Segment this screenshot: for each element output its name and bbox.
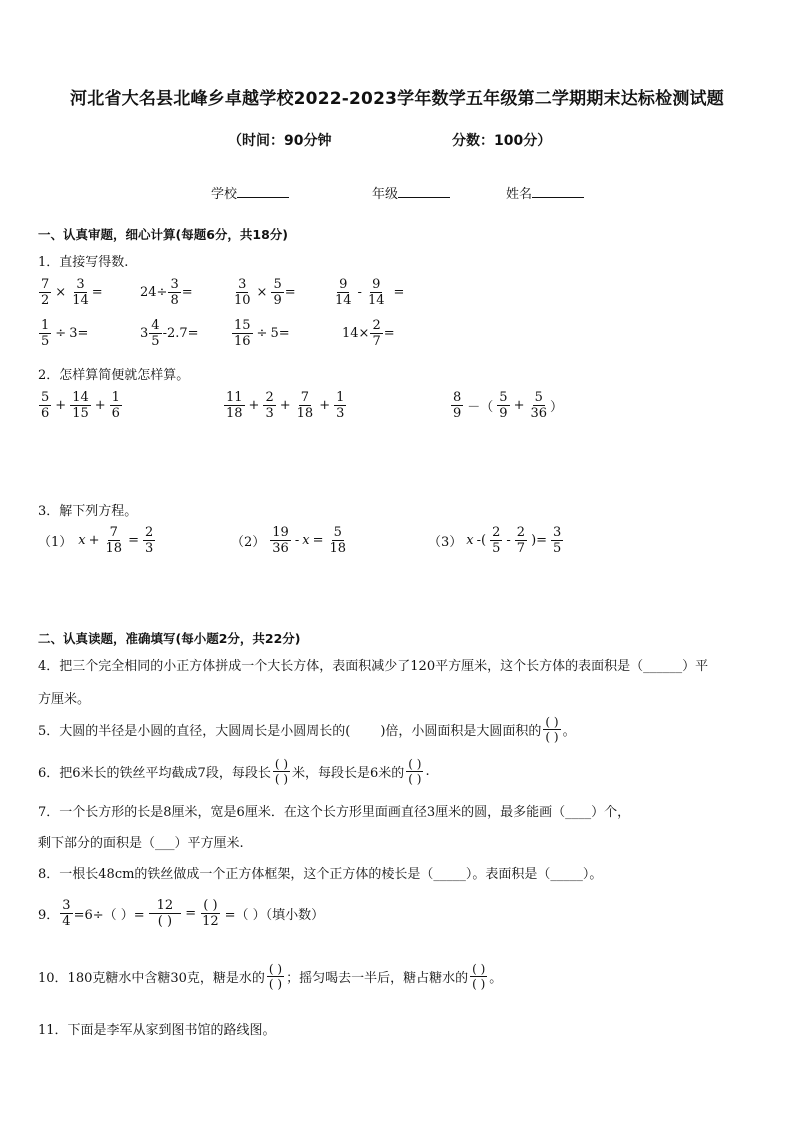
- q5-answer-fraction[interactable]: $\frac{( )}{( )}$: [545, 715, 559, 744]
- question-5: 5．大圆的半径是小圆的直径，大圆周长是小圆周长的( )倍，小圆面积是大圆面积的 $\frac{( )}{( )}$ 。: [38, 715, 576, 744]
- q1-item-3: $\frac{3}{10}$ × $\frac{5}{9}$ =: [234, 277, 296, 308]
- question-7: 7．一个长方形的长是8厘米，宽是6厘米．在这个长方形里面画直径3厘米的圆，最多能画（____）个，: [38, 805, 631, 820]
- q2-item-2: $\frac{11}{18}$ + $\frac{2}{3}$ + $\frac{7}{18}$ + $\frac{1}{3}$: [226, 390, 345, 421]
- q3-equation-3: （3） x -( $\frac{2}{5}$ - $\frac{2}{7}$ )= $\frac{3}{5}$: [428, 525, 562, 556]
- q10-answer-fraction-1[interactable]: $\frac{( )}{( )}$: [268, 962, 283, 991]
- name-blank[interactable]: [532, 185, 584, 198]
- question-4: 4．把三个完全相同的小正方体拼成一个大长方体，表面积减少了120平方厘米，这个长方体的表面积是（______）平: [38, 659, 709, 674]
- grade-field[interactable]: 年级: [372, 183, 450, 202]
- q1-item-5: $\frac{1}{5}$ ÷ 3=: [41, 318, 89, 349]
- q1-item-7: $\frac{15}{16}$ ÷ 5=: [234, 318, 290, 349]
- exam-score: 分数：100分）: [452, 133, 552, 149]
- page-title: 河北省大名县北峰乡卓越学校2022-2023学年数学五年级第二学期期末达标检测试题: [70, 89, 724, 109]
- question-9: 9． $\frac{3}{4}$ =6÷（ ）= $\frac{12}{( )}$ = $\frac{( )}{12}$ =（ ）（填小数）: [38, 898, 325, 929]
- grade-blank[interactable]: [398, 185, 450, 198]
- q2-item-3: $\frac{8}{9}$ －（ $\frac{5}{9}$ + $\frac{5}{36}$ ）: [453, 390, 564, 421]
- q6-answer-fraction-1[interactable]: $\frac{( )}{( )}$: [274, 757, 289, 786]
- q3-equation-1: （1） x + $\frac{7}{18}$ = $\frac{2}{3}$: [38, 525, 154, 556]
- section-2-heading: 二、认真读题，准确填写(每小题2分，共22分): [38, 631, 301, 646]
- question-6: 6．把6米长的铁丝平均截成7段，每段长 $\frac{( )}{( )}$ 米，每段长是6米的 $\frac{( )}{( )}$ .: [38, 757, 430, 786]
- q3-equation-2: （2） $\frac{19}{36}$ - x = $\frac{5}{18}$: [231, 525, 347, 556]
- q10-answer-fraction-2[interactable]: $\frac{( )}{( )}$: [472, 962, 486, 991]
- q2-item-1: $\frac{5}{6}$ + $\frac{14}{15}$ + $\frac{1}{6}$: [41, 390, 120, 421]
- question-10: 10．180克糖水中含糖30克，糖是水的 $\frac{( )}{( )}$ ；摇匀喝去一半后，糖占糖水的 $\frac{( )}{( )}$ 。: [38, 962, 503, 991]
- q1-item-6: 3 $\frac{4}{5}$ -2.7=: [140, 318, 199, 349]
- exam-time: （时间：90分钟: [228, 133, 332, 149]
- q6-answer-fraction-2[interactable]: $\frac{( )}{( )}$: [408, 757, 422, 786]
- q1-item-8: 14× $\frac{2}{7}$ =: [342, 318, 395, 349]
- q1-item-1: $\frac{7}{2}$ × $\frac{3}{14}$ =: [41, 277, 103, 308]
- question-8: 8．一根长48cm的铁丝做成一个正方体框架，这个正方体的棱长是（_____）。表面积是（_____）。: [38, 867, 603, 882]
- q1-item-4: $\frac{9}{14}$ - $\frac{9}{14}$ =: [335, 277, 405, 308]
- question-3: 3．解下列方程。: [38, 504, 138, 519]
- school-blank[interactable]: [237, 185, 289, 198]
- school-field[interactable]: 学校: [211, 183, 289, 202]
- section-1-heading: 一、认真审题，细心计算(每题6分，共18分): [38, 227, 289, 242]
- question-7-cont: 剩下部分的面积是（___）平方厘米.: [38, 836, 244, 851]
- q1-item-2: 24÷ $\frac{3}{8}$ =: [140, 277, 193, 308]
- question-11: 11．下面是李军从家到图书馆的路线图。: [38, 1023, 276, 1038]
- question-1: 1．直接写得数.: [38, 255, 129, 270]
- question-2: 2．怎样算简便就怎样算。: [38, 368, 190, 383]
- name-field[interactable]: 姓名: [506, 183, 584, 202]
- question-4-cont: 方厘米。: [38, 692, 91, 707]
